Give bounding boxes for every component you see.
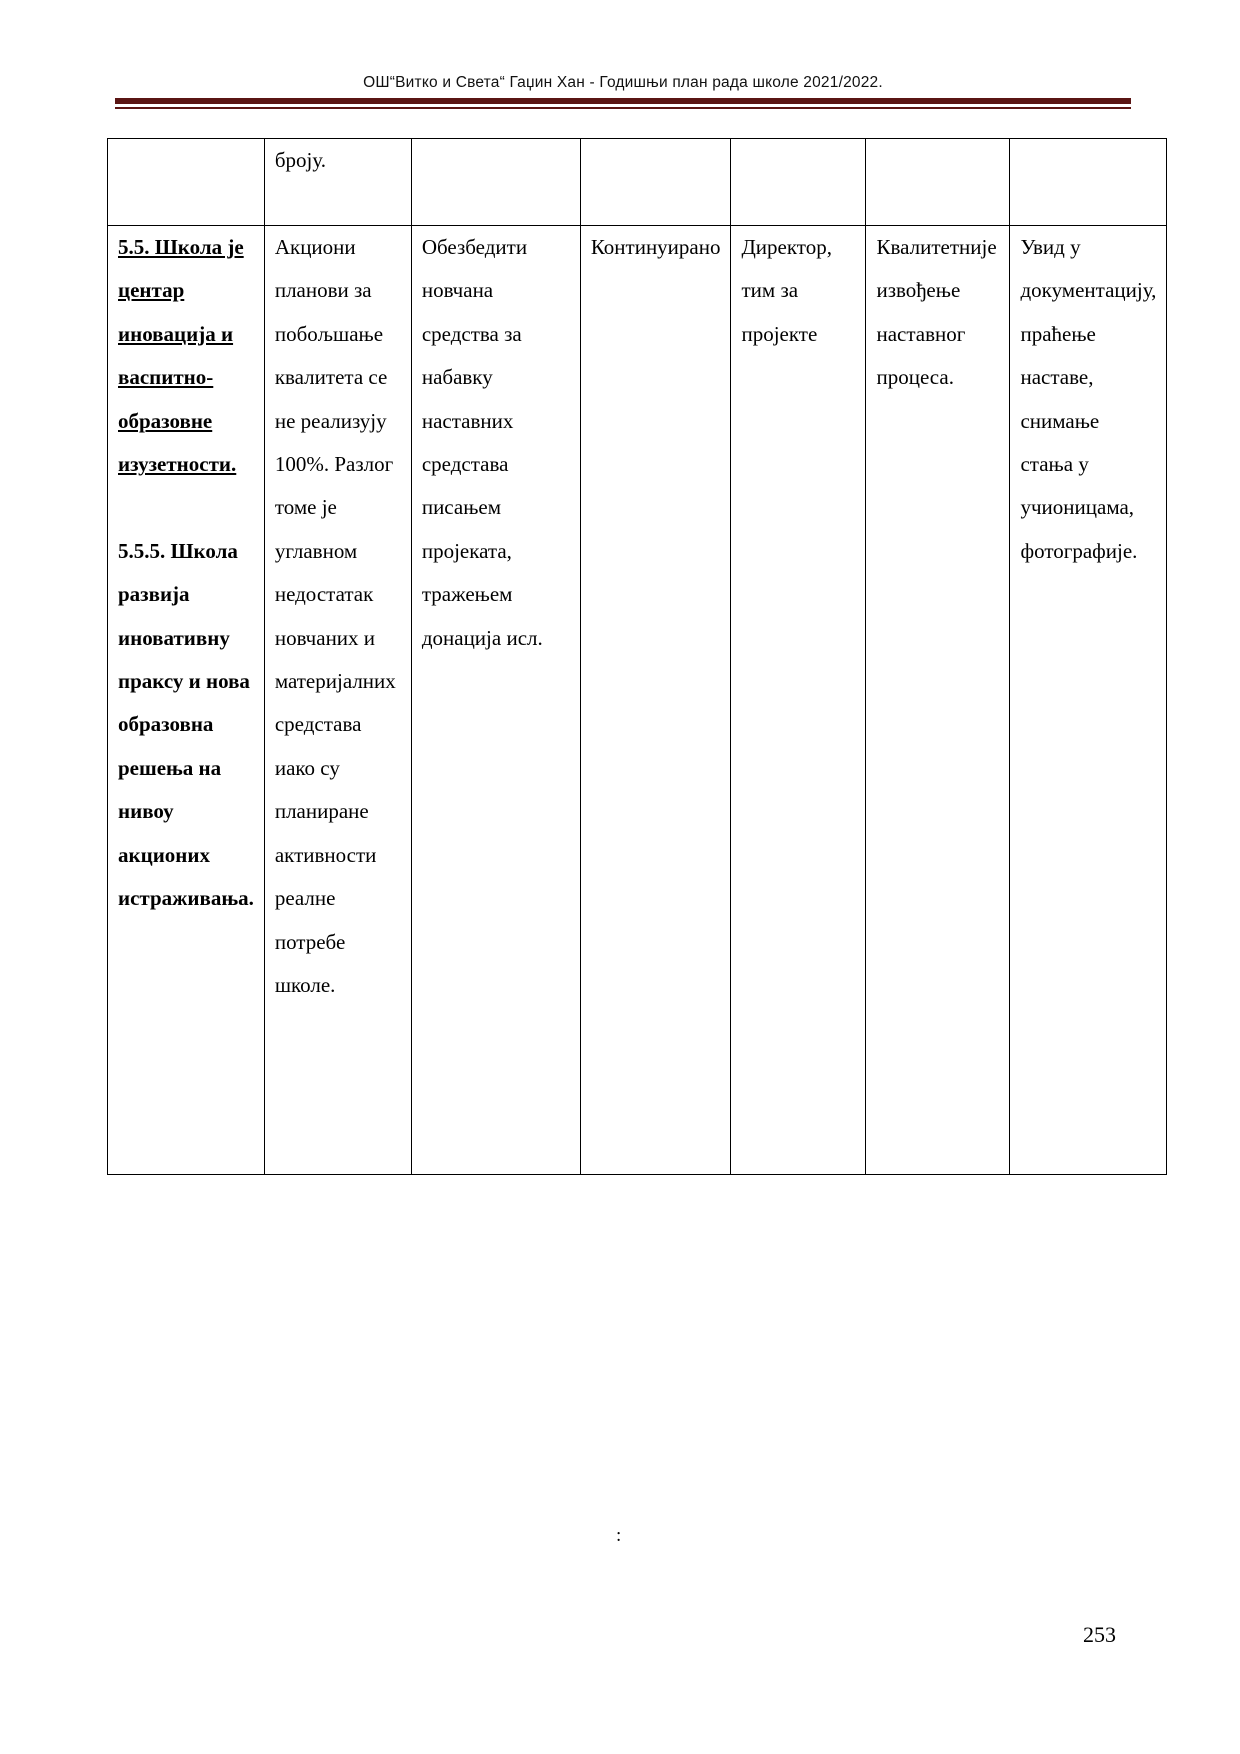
header-rule-thin <box>115 107 1131 109</box>
table-row-continuation <box>108 139 1167 226</box>
cell-text: Квалитетније извођење наставног процеса. <box>876 235 997 390</box>
table-cell <box>1010 139 1167 226</box>
cell-text: Обезбедити новчана средства за набавку наставних средстава писањем пројеката, тражењем донација исл. <box>421 235 543 650</box>
page-header: ОШ“Витко и Света“ Гаџин Хан - Годишњи план рада школе 2021/2022. <box>363 74 883 91</box>
table-cell <box>108 139 265 226</box>
indicator-text: 5.5.5. Школа развија иновативну праксу и нова образовна решења на нивоу акционих истраживања. <box>118 538 254 911</box>
table-cell <box>866 139 1010 226</box>
table-cell <box>411 226 580 1175</box>
footer-colon: : <box>616 1525 622 1546</box>
cell-text: Континуирано <box>590 235 721 259</box>
standard-cell <box>108 226 265 1175</box>
standard-heading: 5.5. Школа је центар иновација и васпитно-образовне изузетности. <box>118 235 244 477</box>
cell-text: Увид у документацију, праћење наставе, снимање стања у учионицама, фотографије. <box>1020 235 1157 563</box>
table-row-5-5 <box>108 226 1167 1175</box>
table-cell <box>731 139 866 226</box>
table-cell <box>731 226 866 1175</box>
table-cell <box>866 226 1010 1175</box>
table-cell <box>411 139 580 226</box>
table-cell <box>1010 226 1167 1175</box>
action-plan-table <box>107 138 1167 1175</box>
spacer <box>118 486 254 529</box>
cell-text: броју. <box>274 148 326 172</box>
header-rule-thick <box>115 98 1131 104</box>
table-cell <box>580 226 731 1175</box>
table-cell <box>264 226 411 1175</box>
table-cell <box>264 139 411 226</box>
cell-text: Директор, тим за пројекте <box>741 235 832 346</box>
cell-text: Акциони планови за побољшање квалитета се не реализују 100%. Разлог томе је углавном недостатак новчаних и материјалних средстава иако су планиране активности реалне потребе школе. <box>274 235 396 997</box>
table-cell <box>580 139 731 226</box>
page-number: 253 <box>1083 1622 1116 1647</box>
